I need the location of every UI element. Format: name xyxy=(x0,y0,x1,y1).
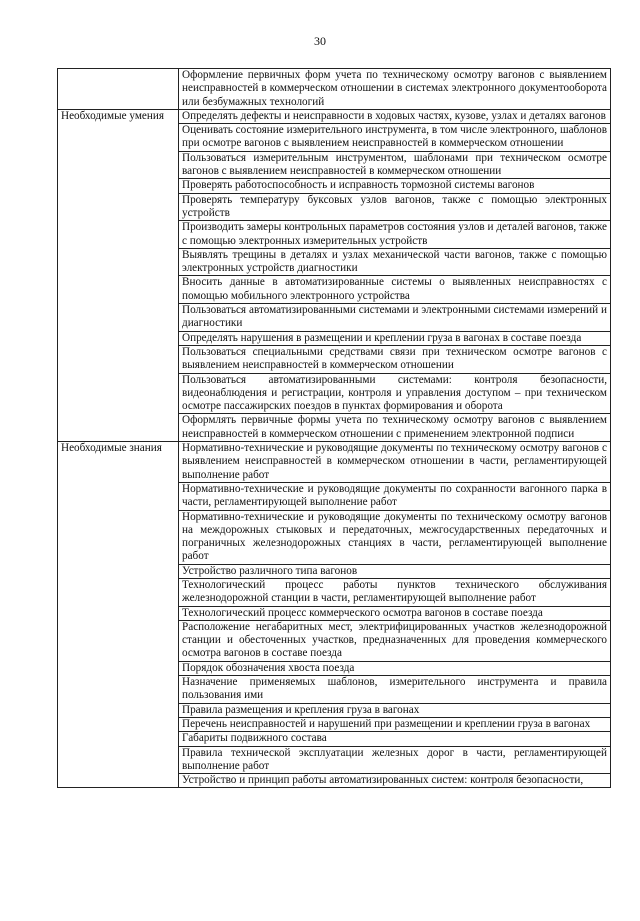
table-row xyxy=(58,69,611,110)
requirement-cell: Нормативно-технические и руководящие документы по техническому осмотру вагонов на междорожных стыковых и передаточных, межгосударственных передаточных и пограничных железнодорожных станциях в части, регламентирующей выполнение работ xyxy=(179,510,611,564)
requirement-cell: Пользоваться специальными средствами связи при техническом осмотре вагонов с выявлением неисправностей в коммерческом отношении xyxy=(179,345,611,373)
table-row xyxy=(58,442,611,483)
requirement-cell: Назначение применяемых шаблонов, измерительного инструмента и правила пользования ими xyxy=(179,676,611,704)
requirement-cell: Правила технической эксплуатации железных дорог в части, регламентирующей выполнение работ xyxy=(179,746,611,774)
requirement-cell: Пользоваться автоматизированными системами и электронными системами измерений и диагностики xyxy=(179,304,611,332)
requirement-cell: Определять нарушения в размещении и креплении груза в вагонах в составе поезда xyxy=(179,331,611,345)
category-cell: Необходимые знания xyxy=(58,442,179,788)
requirement-cell: Оформлять первичные формы учета по техническому осмотру вагонов с выявлением неисправностей в коммерческом отношении с применением электронной подписи xyxy=(179,414,611,442)
requirement-cell: Устройство различного типа вагонов xyxy=(179,564,611,578)
requirement-cell: Вносить данные в автоматизированные системы о выявленных неисправностях с помощью мобильного электронного устройства xyxy=(179,276,611,304)
requirement-cell: Нормативно-технические и руководящие документы по техническому осмотру вагонов с выявлением неисправностей в коммерческом отношении в части, регламентирующей выполнение работ xyxy=(179,442,611,483)
requirement-cell: Габариты подвижного состава xyxy=(179,732,611,746)
requirement-cell: Технологический процесс коммерческого осмотра вагонов в составе поезда xyxy=(179,606,611,620)
page-number: 30 xyxy=(314,34,326,48)
requirements-table-body xyxy=(58,69,611,788)
requirements-table xyxy=(57,68,611,788)
requirement-cell: Перечень неисправностей и нарушений при размещении и креплении груза в вагонах xyxy=(179,717,611,731)
requirement-cell: Правила размещения и крепления груза в вагонах xyxy=(179,703,611,717)
requirement-cell: Технологический процесс работы пунктов технического обслуживания железнодорожной станции в части, регламентирующей выполнение работ xyxy=(179,578,611,606)
requirement-cell: Выявлять трещины в деталях и узлах механической части вагонов, также с помощью электронных устройств диагностики xyxy=(179,248,611,276)
requirement-cell: Производить замеры контрольных параметров состояния узлов и деталей вагонов, также с помощью электронных измерительных устройств xyxy=(179,221,611,249)
requirement-cell: Расположение негабаритных мест, электрифицированных участков железнодорожной станции и обесточенных участков, предназначенных для проведения коммерческого осмотра вагонов в составе поезда xyxy=(179,620,611,661)
category-cell: Необходимые умения xyxy=(58,109,179,441)
table-row xyxy=(58,109,611,123)
requirement-cell: Нормативно-технические и руководящие документы по сохранности вагонного парка в части, регламентирующей выполнение работ xyxy=(179,482,611,510)
requirement-cell: Оценивать состояние измерительного инструмента, в том числе электронного, шаблонов при осмотре вагонов с выявлением неисправностей в коммерческом отношении xyxy=(179,124,611,152)
requirement-cell: Пользоваться измерительным инструментом, шаблонами при техническом осмотре вагонов с выявлением неисправностей в коммерческом отношении xyxy=(179,151,611,179)
requirement-cell: Пользоваться автоматизированными системами: контроля безопасности, видеонаблюдения и регистрации, контроля и управления доступом – при техническом осмотре пассажирских поездов в пунктах формирования и оборота xyxy=(179,373,611,414)
requirement-cell: Проверять температуру буксовых узлов вагонов, также с помощью электронных устройств xyxy=(179,193,611,221)
category-cell xyxy=(58,69,179,110)
requirement-cell: Оформление первичных форм учета по техническому осмотру вагонов с выявлением неисправностей в коммерческом отношении в системах электронного документооборота или безбумажных технологий xyxy=(179,69,611,110)
requirement-cell: Проверять работоспособность и исправность тормозной системы вагонов xyxy=(179,179,611,193)
requirement-cell: Устройство и принцип работы автоматизированных систем: контроля безопасности, xyxy=(179,774,611,788)
requirement-cell: Определять дефекты и неисправности в ходовых частях, кузове, узлах и деталях вагонов xyxy=(179,109,611,123)
requirement-cell: Порядок обозначения хвоста поезда xyxy=(179,661,611,675)
